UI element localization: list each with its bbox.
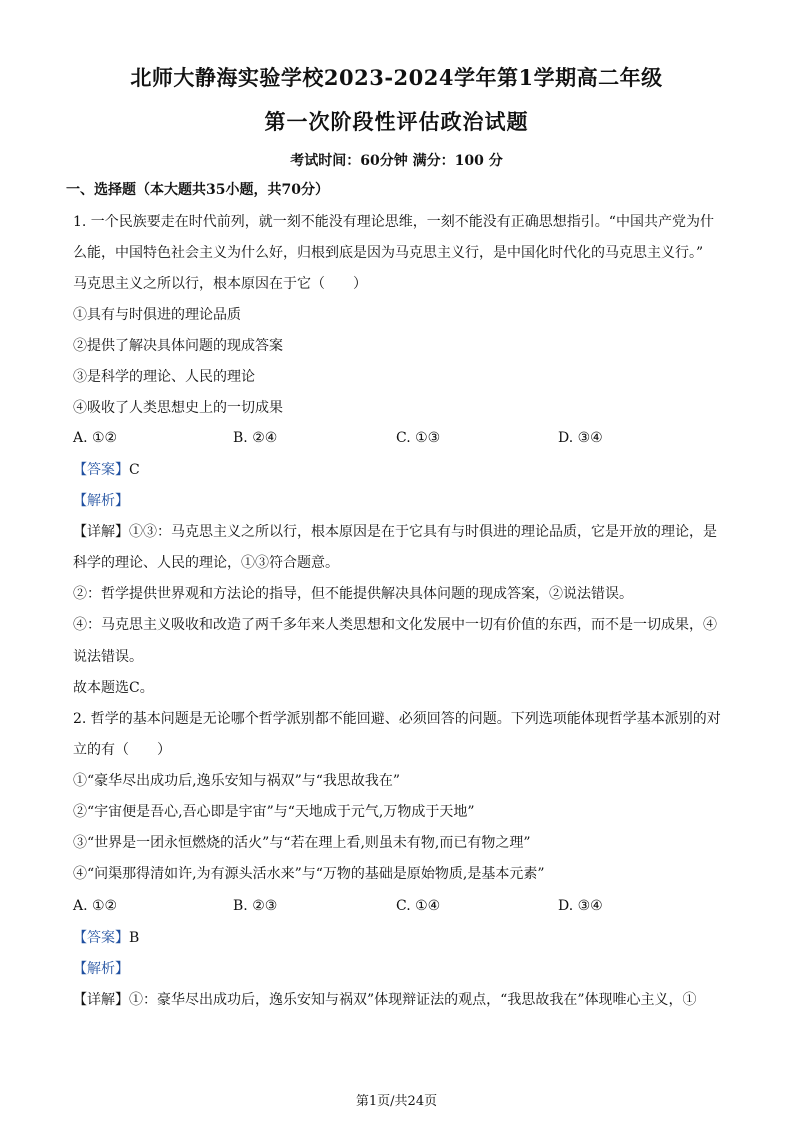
q2-option-c: C. ①④	[396, 898, 441, 914]
q1-item-4: ④吸收了人类思想史上的一切成果	[73, 400, 283, 416]
document-title: 北师大静海实验学校2023-2024学年第1学期高二年级	[130, 65, 663, 90]
q2-item-1: ①“豪华尽出成功后,逸乐安知与祸双”与“我思故我在”	[73, 773, 401, 789]
q2-item-3: ③“世界是一团永恒燃烧的活火”与“若在理上看,则虽未有物,而已有物之理”	[73, 835, 531, 851]
q2-item-2: ②“宇宙便是吾心,吾心即是宇宙”与“天地成于元气,万物成于天地”	[73, 804, 475, 820]
answer-tag: 【答案】	[73, 930, 129, 946]
q2-answer	[73, 928, 733, 948]
q2-option-b: B. ②③	[233, 898, 278, 914]
document-subtitle: 第一次阶段性评估政治试题	[264, 109, 529, 134]
answer-tag: 【答案】	[73, 462, 129, 478]
answer-value: C	[129, 462, 140, 478]
exam-info: 考试时间：60分钟 满分：100 分	[290, 153, 503, 169]
detail-tag: 【详解】	[73, 992, 129, 1008]
q1-item-1: ①具有与时俱进的理论品质	[73, 307, 241, 323]
analysis-tag: 【解析】	[73, 961, 129, 977]
q2-stem-line-1: 2. 哲学的基本问题是无论哪个哲学派别都不能回避、必须回答的问题。下列选项能体现哲学基本派别的对	[73, 711, 721, 727]
q1-option-d: D. ③④	[558, 430, 603, 446]
q1-detail-line-4: ④：马克思主义吸收和改造了两千多年来人类思想和文化发展中一切有价值的东西，而不是一切成果，④	[73, 617, 717, 633]
q1-conclusion: 故本题选C。	[73, 680, 154, 696]
q1-stem-line-1: 1. 一个民族要走在时代前列，就一刻不能没有理论思维，一刻不能没有正确思想指引。“中国共产党为什	[73, 214, 714, 230]
q1-item-3: ③是科学的理论、人民的理论	[73, 369, 255, 385]
q2-item-4: ④“问渠那得清如许,为有源头活水来”与“万物的基础是原始物质,是基本元素”	[73, 866, 545, 882]
q1-detail-line-5: 说法错误。	[73, 649, 143, 665]
section-heading: 一、选择题（本大题共35小题，共70分）	[66, 182, 329, 198]
q1-stem-line-3: 马克思主义之所以行，根本原因在于它（ ）	[73, 276, 367, 292]
answer-value: B	[129, 930, 140, 946]
detail-text: ①③：马克思主义之所以行，根本原因是在于它具有与时俱进的理论品质，它是开放的理论，是	[129, 524, 717, 540]
q1-option-b: B. ②④	[233, 430, 278, 446]
q1-detail-line-1	[73, 522, 733, 542]
detail-text: ①：豪华尽出成功后，逸乐安知与祸双”体现辩证法的观点，“我思故我在”体现唯心主义，①	[129, 992, 697, 1008]
q1-detail-line-2: 科学的理论、人民的理论，①③符合题意。	[73, 555, 339, 571]
q2-detail-line-1	[73, 990, 733, 1010]
q2-stem-line-2: 立的有（ ）	[73, 742, 171, 758]
q1-analysis	[73, 491, 733, 511]
analysis-tag: 【解析】	[73, 493, 129, 509]
q1-item-2: ②提供了解决具体问题的现成答案	[73, 338, 283, 354]
q1-option-a: A. ①②	[73, 430, 118, 446]
q1-answer	[73, 460, 733, 480]
detail-tag: 【详解】	[73, 524, 129, 540]
q2-analysis	[73, 959, 733, 979]
q1-detail-line-3: ②：哲学提供世界观和方法论的指导，但不能提供解决具体问题的现成答案，②说法错误。	[73, 586, 633, 602]
q1-option-c: C. ①③	[396, 430, 441, 446]
q1-stem-line-2: 么能，中国特色社会主义为什么好，归根到底是因为马克思主义行，是中国化时代化的马克思主义行。”	[73, 245, 704, 261]
q2-option-a: A. ①②	[73, 898, 118, 914]
q2-option-d: D. ③④	[558, 898, 603, 914]
page-number: 第1页/共24页	[355, 1094, 438, 1109]
